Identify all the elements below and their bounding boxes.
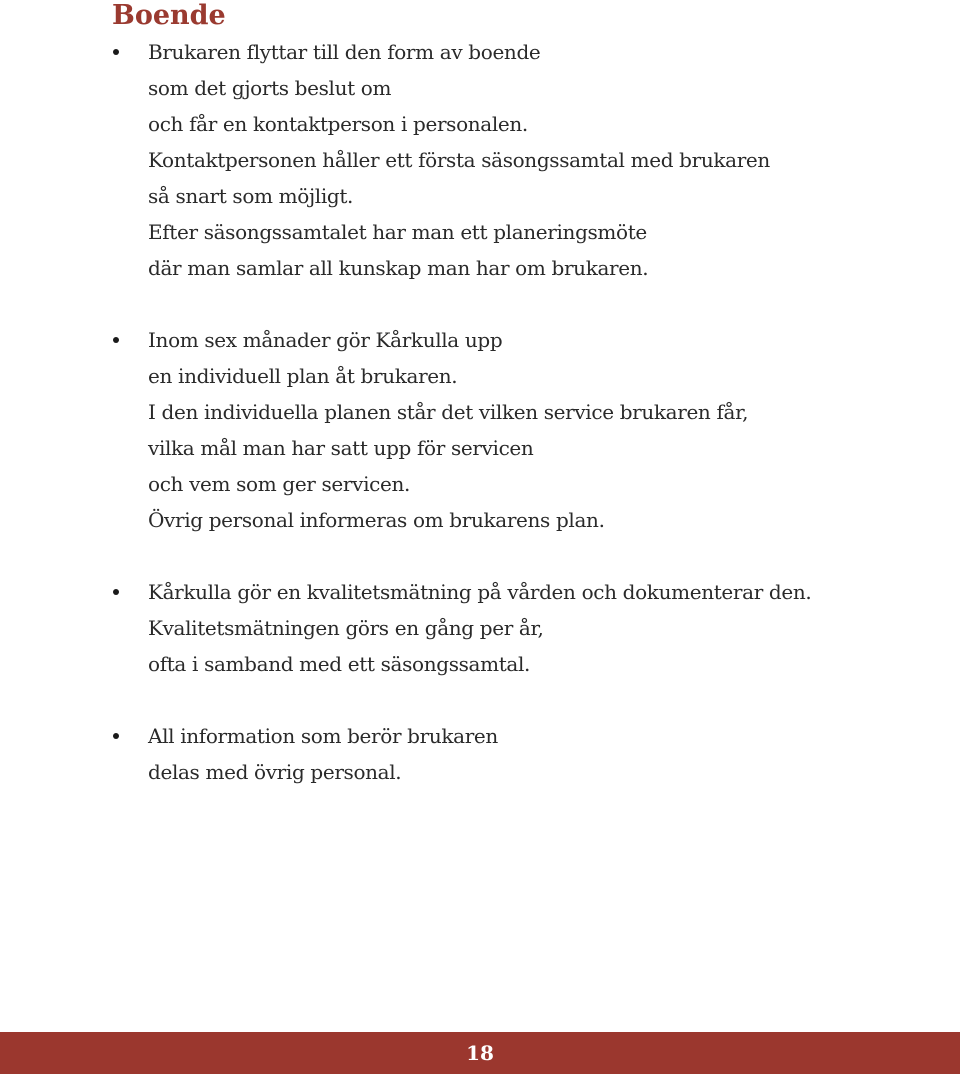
- bullet-icon: [113, 337, 119, 343]
- bullet-text-line: delas med övrig personal.: [148, 760, 402, 784]
- bullet-text-line: en individuell plan åt brukaren.: [148, 364, 458, 388]
- bullet-text-line: Inom sex månader gör Kårkulla upp: [148, 328, 503, 352]
- bullet-text-line: där man samlar all kunskap man har om brukaren.: [148, 256, 649, 280]
- bullet-text-line: I den individuella planen står det vilken service brukaren får,: [148, 400, 749, 424]
- bullet-text-line: Efter säsongssamtalet har man ett planeringsmöte: [148, 220, 647, 244]
- bullet-text-line: Brukaren flyttar till den form av boende: [148, 40, 541, 64]
- bullet-item: [0, 574, 960, 682]
- bullet-item: [0, 718, 960, 790]
- bullet-icon: [113, 589, 119, 595]
- bullet-text-line: Övrig personal informeras om brukarens plan.: [148, 508, 605, 532]
- section-heading: Boende: [112, 0, 226, 31]
- bullet-text-line: och får en kontaktperson i personalen.: [148, 112, 528, 136]
- bullet-item: [0, 322, 960, 538]
- bullet-list: [0, 34, 960, 826]
- bullet-text-line: Kontaktpersonen håller ett första säsongssamtal med brukaren: [148, 148, 770, 172]
- bullet-text-line: All information som berör brukaren: [148, 724, 498, 748]
- bullet-text-line: och vem som ger servicen.: [148, 472, 411, 496]
- bullet-icon: [113, 49, 119, 55]
- page-number: 18: [466, 1041, 494, 1065]
- bullet-text-line: Kårkulla gör en kvalitetsmätning på vården och dokumenterar den.: [148, 580, 812, 604]
- footer-bar: [0, 1032, 960, 1074]
- bullet-text-line: så snart som möjligt.: [148, 184, 354, 208]
- bullet-text-line: ofta i samband med ett säsongssamtal.: [148, 652, 531, 676]
- bullet-icon: [113, 733, 119, 739]
- bullet-item: [0, 34, 960, 286]
- bullet-text-line: vilka mål man har satt upp för servicen: [148, 436, 534, 460]
- bullet-text-line: Kvalitetsmätningen görs en gång per år,: [148, 616, 544, 640]
- bullet-text-line: som det gjorts beslut om: [148, 76, 392, 100]
